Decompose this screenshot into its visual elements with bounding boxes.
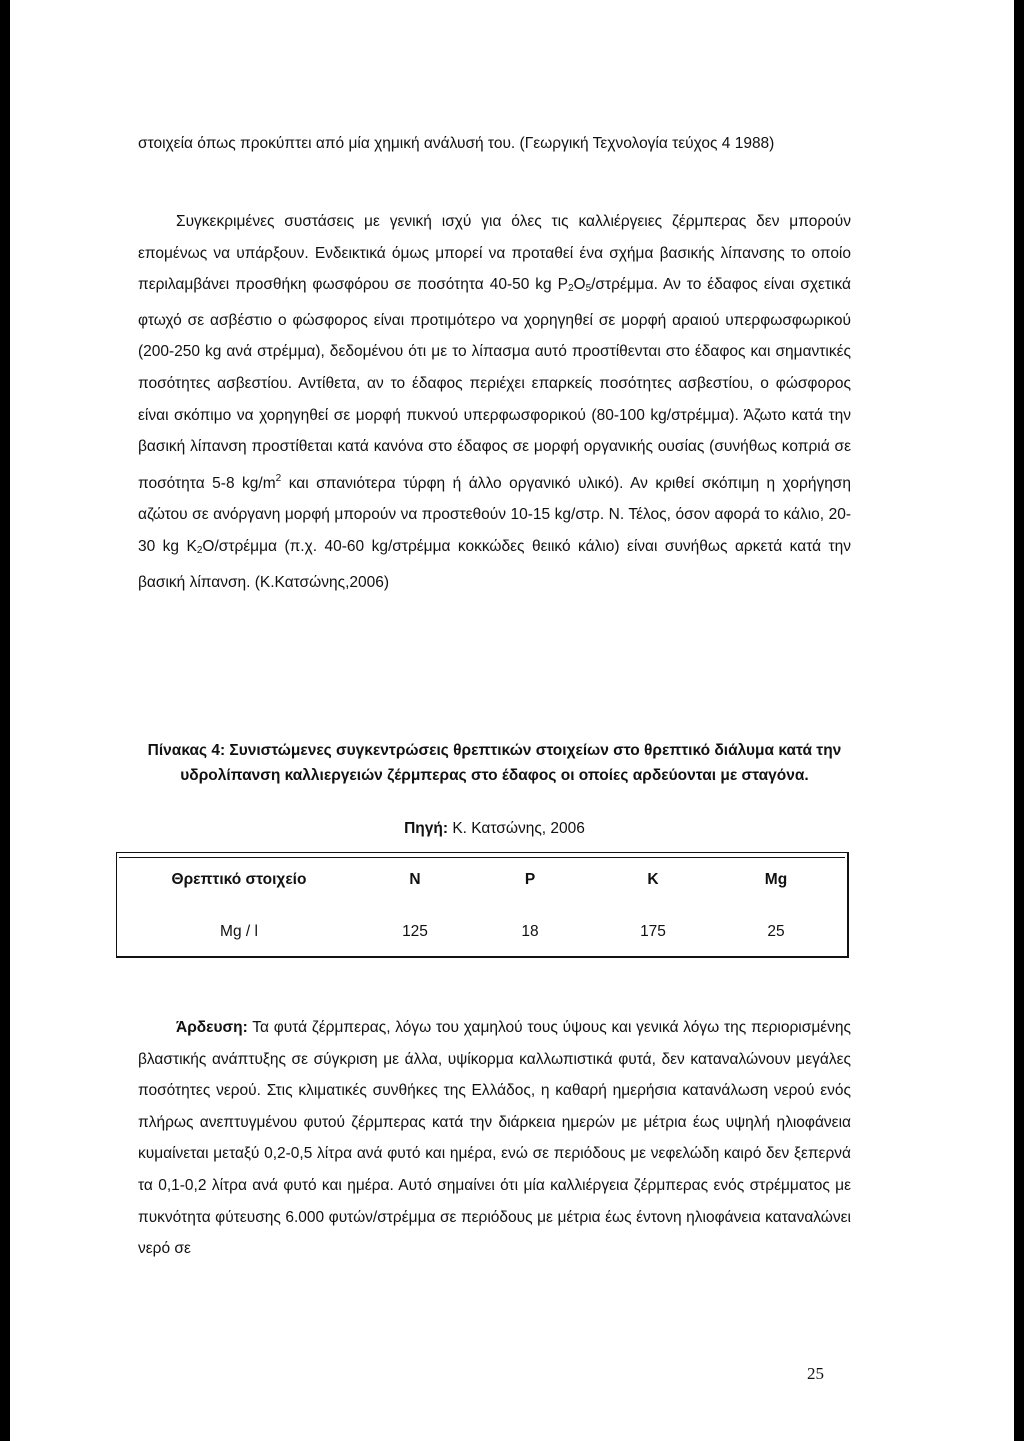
- table-source: [138, 820, 851, 838]
- table-row: [117, 915, 847, 949]
- table-cell: 25: [767, 923, 785, 940]
- nutrient-table: [116, 852, 849, 958]
- table-header-cell: P: [524, 871, 536, 888]
- table-cell: 175: [640, 923, 666, 940]
- paragraph-3: [138, 1012, 851, 1265]
- irrigation-label: Άρδευση:: [176, 1019, 248, 1036]
- subscript-k2: 2: [196, 544, 203, 556]
- table-header-cell: Θρεπτικό στοιχείο: [171, 871, 307, 888]
- table-source-text: Κ. Κατσώνης, 2006: [448, 820, 585, 837]
- table-cell: 18: [521, 923, 539, 940]
- table-header-cell: Mg: [764, 871, 788, 888]
- paragraph-2-text-d: και σπανιότερα τύρφη ή άλλο οργανικό υλικό). Αν κριθεί σκόπιμη η χορήγηση αζώτου σε ανόργανη μορφή μπορούν να προστεθούν 10-15 kg/στρ. Ν. Τέλος, όσον αφορά το κάλιο, 20-30 kg K: [138, 474, 851, 555]
- superscript-2: 2: [275, 472, 282, 484]
- paragraph-1: στοιχεία όπως προκύπτει από μία χημική ανάλυσή του. (Γεωργική Τεχνολογία τεύχος 4 1988): [138, 135, 775, 152]
- table-header-row: [117, 863, 847, 897]
- table-header-cell: K: [647, 871, 659, 888]
- irrigation-text: Τα φυτά ζέρμπερας, λόγω του χαμηλού τους ύψους και γενικά λόγω της περιορισμένης βλαστικής ανάπτυξης σε σύγκριση με άλλα, υψίκορμα καλλωπιστικά φυτά, δεν καταναλώνουν μεγάλες ποσότητες νερού. Στις κλιματικές συνθήκες της Ελλάδος, η καθαρή ημερήσια κατανάλωση νερού ενός πλήρως ανεπτυγμένου φυτού ζέρμπερας κατά την διάρκεια ημερών με μέτρια έως υψηλή ηλιοφάνεια κυμαίνεται μεταξύ 0,2-0,5 λίτρα ανά φυτό και ημέρα, ενώ σε περιόδους με νεφελώδη καιρό δεν ξεπερνά τα 0,1-0,2 λίτρα ανά φυτό και ημέρα. Αυτό σημαίνει ότι μία καλλιέργεια ζέρμπερας ενός στρέμματος με πυκνότητα φύτευσης 6.000 φυτών/στρέμμα σε περιόδους με μέτρια έως έντονη ηλιοφάνεια καταναλώνει νερό σε: [138, 1019, 851, 1258]
- paragraph-2-text-a: Συγκεκριμένες συστάσεις με γενική ισχύ για όλες τις καλλιέργειες ζέρμπερας δεν μπορούν επομένως να υπάρξουν. Ενδεικτικά όμως μπορεί να προταθεί ένα σχήμα βασικής λίπανσης το οποίο περιλαμβάνει προσθήκη φωσφόρου σε ποσότητα 40-50 kg P: [138, 213, 851, 294]
- table-top-rule: [119, 857, 845, 858]
- table-source-label: Πηγή:: [404, 820, 449, 837]
- table-cell: Mg / l: [220, 923, 258, 940]
- paragraph-2-text-c: /στρέμμα. Αν το έδαφος είναι σχετικά φτωχό σε ασβέστιο ο φώσφορος είναι προτιμότερο να χορηγηθεί σε μορφή αραιού υπερφωσφωρικού (200-250 kg ανά στρέμμα), δεδομένου ότι με το λίπασμα αυτό προστίθενται στο έδαφος και σημαντικές ποσότητες ασβεστίου. Αντίθετα, αν το έδαφος περιέχει επαρκείς ποσότητες ασβεστίου, ο φώσφορος είναι σκόπιμο να χορηγηθεί σε μορφή πυκνού υπερφωσφορικού (80-100 kg/στρέμμα). Άζωτο κατά την βασική λίπανση προστίθεται κατά κανόνα στο έδαφος σε μορφή οργανικής ουσίας (συνήθως κοπριά σε ποσότητα 5-8 kg/m: [138, 276, 851, 492]
- table-cell: 125: [402, 923, 428, 940]
- page-number: 25: [807, 1364, 824, 1383]
- paragraph-2-text-b: O: [573, 276, 586, 294]
- subscript-5: 5: [585, 283, 592, 295]
- paragraph-2: [138, 206, 851, 598]
- document-page: [10, 0, 1014, 1441]
- subscript-2: 2: [567, 283, 574, 295]
- table-header-cell: N: [409, 871, 421, 888]
- table-caption: Πίνακας 4: Συνιστώμενες συγκεντρώσεις θρεπτικών στοιχείων στο θρεπτικό διάλυμα κατά την υδρολίπανση καλλιεργειών ζέρμπερας στο έδαφος οι οποίες αρδεύονται με σταγόνα.: [147, 742, 842, 784]
- paragraph-2-text-e: O/στρέμμα (π.χ. 40-60 kg/στρέμμα κοκκώδες θειικό κάλιο) είναι συνήθως αρκετά κατά την βασική λίπανση. (Κ.Κατσώνης,2006): [138, 537, 852, 591]
